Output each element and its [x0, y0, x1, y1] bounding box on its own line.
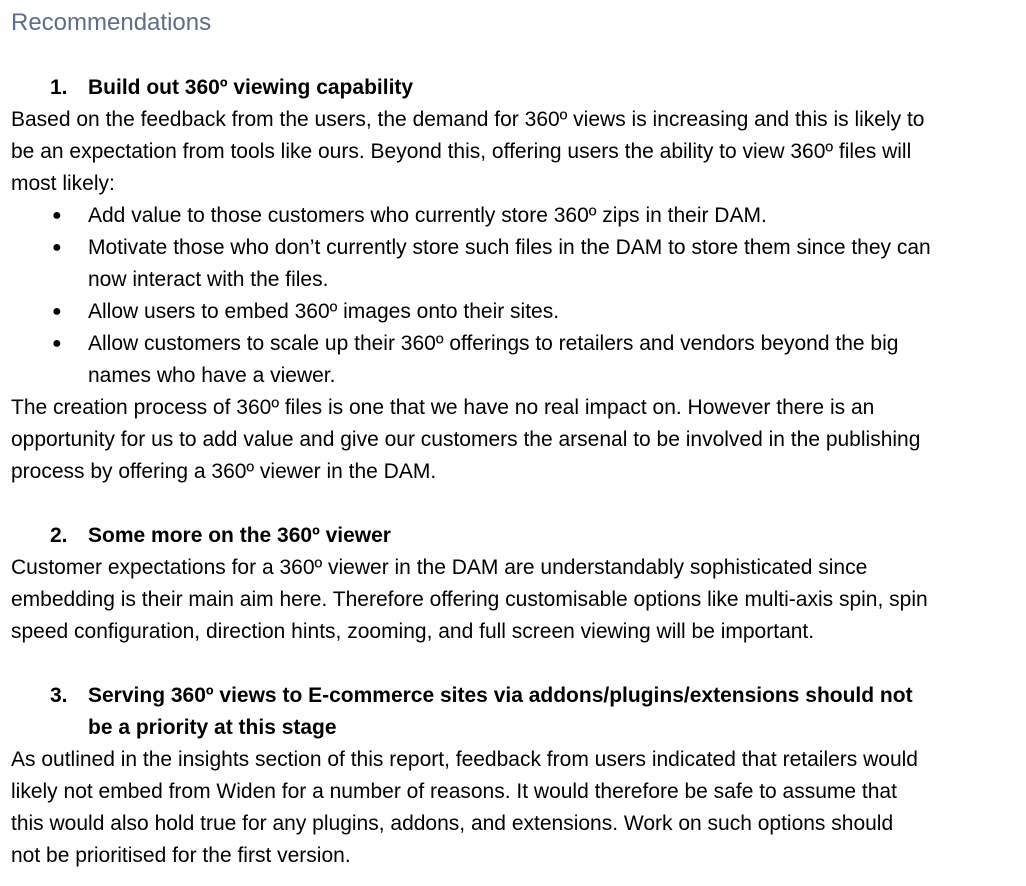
section-1-heading: [0, 72, 1026, 104]
section-1-heading-text: Build out 360º viewing capability: [88, 76, 414, 99]
paragraph-line: process by offering a 360º viewer in the DAM.: [11, 460, 437, 483]
section-3-paragraph: [0, 744, 1026, 872]
paragraph-line: this would also hold true for any plugins, addons, and extensions. Work on such options should: [11, 812, 894, 835]
bullet-item: [0, 200, 1026, 232]
section-1-paragraph: [0, 104, 1026, 200]
section-1-closing-paragraph: [0, 392, 1026, 488]
bullet-item: [0, 232, 1026, 296]
paragraph-line: likely not embed from Widen for a number of reasons. It would therefore be safe to assume that: [11, 780, 897, 803]
section-3-number: 3.: [50, 684, 68, 707]
bullet-line: Allow customers to scale up their 360º offerings to retailers and vendors beyond the big: [88, 332, 899, 355]
paragraph-line: As outlined in the insights section of this report, feedback from users indicated that retailers would: [11, 748, 918, 771]
section-2-heading: [0, 520, 1026, 552]
paragraph-line: embedding is their main aim here. Therefore offering customisable options like multi-axis spin, spin: [11, 588, 928, 611]
section-2-number: 2.: [50, 524, 68, 547]
section-2-paragraph: [0, 552, 1026, 648]
paragraph-line: speed configuration, direction hints, zooming, and full screen viewing will be important.: [11, 620, 815, 643]
bullet-line: Motivate those who don’t currently store such files in the DAM to store them since they can: [88, 236, 931, 259]
section-3-heading: [0, 680, 1026, 744]
section-1-bullet-list: [0, 200, 1026, 392]
paragraph-line: Based on the feedback from the users, the demand for 360º views is increasing and this is likely to: [11, 108, 925, 131]
section-1-number: 1.: [50, 76, 68, 99]
bullet-item: [0, 328, 1026, 392]
page-title: Recommendations: [11, 9, 212, 36]
paragraph-line: be an expectation from tools like ours. Beyond this, offering users the ability to view 360º files will: [11, 140, 912, 163]
bullet-icon: ●: [52, 303, 62, 320]
paragraph-line: most likely:: [11, 172, 115, 195]
section-3-heading-line: Serving 360º views to E-commerce sites via addons/plugins/extensions should not: [88, 684, 913, 707]
bullet-line: now interact with the files.: [88, 268, 329, 291]
paragraph-line: The creation process of 360º files is one that we have no real impact on. However there is an: [11, 396, 875, 419]
bullet-icon: ●: [52, 207, 62, 224]
paragraph-line: opportunity for us to add value and give our customers the arsenal to be involved in the publishing: [11, 428, 921, 451]
section-2-heading-text: Some more on the 360º viewer: [88, 524, 391, 547]
bullet-line: Allow users to embed 360º images onto their sites.: [88, 300, 560, 323]
section-2: [0, 520, 1026, 648]
bullet-item: [0, 296, 1026, 328]
section-1: [0, 72, 1026, 488]
bullet-line: names who have a viewer.: [88, 364, 336, 387]
bullet-icon: ●: [52, 239, 62, 256]
bullet-icon: ●: [52, 335, 62, 352]
section-3: [0, 680, 1026, 872]
paragraph-line: not be prioritised for the first version.: [11, 844, 351, 867]
section-3-heading-line: be a priority at this stage: [88, 716, 337, 739]
bullet-line: Add value to those customers who currently store 360º zips in their DAM.: [88, 204, 767, 227]
paragraph-line: Customer expectations for a 360º viewer in the DAM are understandably sophisticated since: [11, 556, 868, 579]
